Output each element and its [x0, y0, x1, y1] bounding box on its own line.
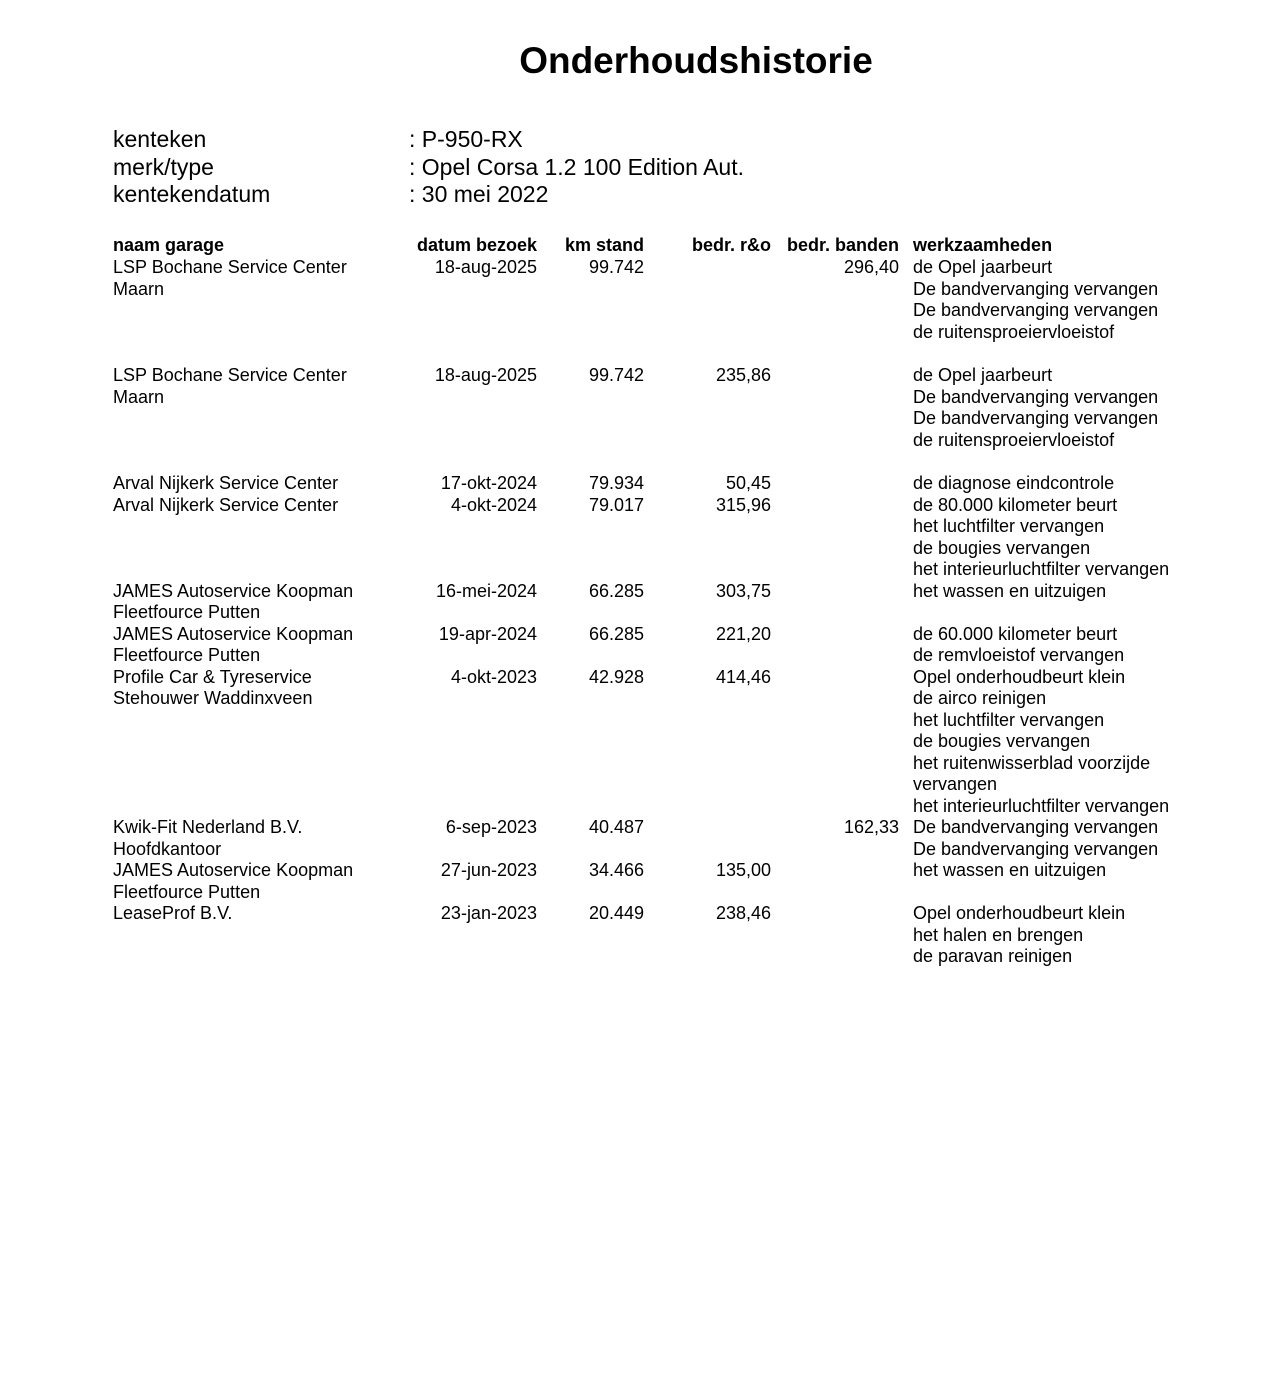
work-item: De bandvervanging vervangen [913, 408, 1159, 428]
table-row [113, 624, 1198, 667]
garage-name-line: Stehouwer Waddinxveen [113, 688, 313, 708]
cell-date: 19-apr-2024 [438, 623, 537, 644]
colon-separator: : [409, 153, 422, 180]
work-item: het wassen en uitzuigen [913, 580, 1107, 601]
table-row [113, 903, 1198, 968]
colon-separator: : [409, 126, 422, 152]
cell-date: 4-okt-2024 [450, 494, 537, 515]
header-tyre-amount: bedr. banden [786, 235, 899, 255]
cell-tyre-amount [771, 581, 899, 624]
cell-km: 79.017 [588, 494, 644, 515]
cell-work [913, 860, 1198, 903]
cell-ro-amount: 414,46 [715, 666, 771, 687]
vehicle-info-row [113, 181, 744, 209]
vehicle-info-value [409, 126, 523, 154]
work-item: de bougies vervangen [913, 731, 1091, 751]
table-row [113, 860, 1198, 903]
work-item: Opel onderhoudbeurt klein [913, 903, 1126, 923]
garage-name-line: Arval Nijkerk Service Center [113, 473, 339, 493]
work-item: het wassen en uitzuigen [913, 860, 1107, 880]
cell-garage [113, 860, 410, 903]
cell-work [913, 257, 1198, 343]
cell-date: 17-okt-2024 [440, 473, 537, 493]
cell-work [913, 624, 1198, 667]
work-item: de ruitensproeiervloeistof [913, 429, 1115, 450]
cell-date: 16-mei-2024 [435, 580, 537, 601]
work-item: de paravan reinigen [913, 946, 1073, 966]
cell-tyre-amount: 296,40 [843, 257, 899, 277]
cell-work [913, 903, 1198, 968]
cell-tyre-amount [771, 473, 899, 495]
work-item: de bougies vervangen [913, 537, 1091, 558]
cell-ro-amount: 315,96 [715, 494, 771, 515]
garage-name-line: LSP Bochane Service Center [113, 257, 347, 277]
cell-garage [113, 581, 410, 624]
work-item: De bandvervanging vervangen [913, 300, 1159, 320]
vehicle-info-row [113, 126, 744, 154]
cell-work [913, 473, 1198, 495]
work-item: De bandvervanging vervangen [913, 817, 1159, 837]
vehicle-info-label: merk/type [113, 153, 214, 180]
cell-garage [113, 365, 410, 451]
header-ro-amount: bedr. r&o [691, 235, 771, 255]
vehicle-info-row [113, 154, 744, 182]
cell-work [913, 495, 1198, 581]
cell-garage [113, 257, 410, 343]
cell-km: 34.466 [588, 860, 644, 880]
garage-name-line: Fleetfource Putten [113, 602, 261, 622]
work-item: De bandvervanging vervangen [913, 838, 1159, 859]
garage-name-line: JAMES Autoservice Koopman [113, 623, 354, 644]
cell-km: 66.285 [588, 580, 644, 601]
table-row [113, 495, 1198, 581]
cell-date: 4-okt-2023 [450, 666, 537, 687]
cell-garage [113, 495, 410, 581]
garage-name-line: Kwik-Fit Nederland B.V. [113, 817, 303, 837]
maintenance-table [113, 235, 1198, 968]
work-item: De bandvervanging vervangen [913, 278, 1159, 299]
garage-name-line: LeaseProf B.V. [113, 903, 233, 923]
cell-km: 79.934 [588, 473, 644, 493]
garage-name-line: JAMES Autoservice Koopman [113, 860, 354, 880]
table-row [113, 365, 1198, 451]
vehicle-info-value-text: Opel Corsa 1.2 100 Edition Aut. [421, 153, 744, 180]
work-item: De bandvervanging vervangen [913, 386, 1159, 407]
cell-ro-amount [644, 817, 771, 860]
garage-name-line: JAMES Autoservice Koopman [113, 580, 354, 601]
cell-garage [113, 667, 410, 818]
cell-garage [113, 903, 410, 968]
table-body [113, 257, 1198, 968]
garage-name-line: Fleetfource Putten [113, 645, 261, 665]
cell-work [913, 581, 1198, 624]
cell-date: 18-aug-2025 [434, 365, 537, 385]
garage-name-line: Profile Car & Tyreservice [113, 666, 312, 687]
work-item: het interieurluchtfilter vervangen [913, 559, 1170, 579]
work-item: het halen en brengen [913, 924, 1084, 945]
cell-ro-amount: 303,75 [715, 580, 771, 601]
header-garage: naam garage [113, 235, 225, 255]
table-row [113, 581, 1198, 624]
table-row [113, 667, 1198, 818]
vehicle-info-value [409, 181, 548, 209]
cell-tyre-amount [771, 667, 899, 818]
vehicle-info [113, 126, 744, 209]
work-item: het luchtfilter vervangen [913, 709, 1105, 730]
cell-work [913, 667, 1198, 818]
table-row [113, 817, 1198, 860]
vehicle-info-value-text: P-950-RX [421, 126, 523, 152]
cell-ro-amount [644, 257, 771, 343]
work-item: vervangen [913, 774, 998, 794]
work-item: de remvloeistof vervangen [913, 645, 1125, 665]
vehicle-info-value [409, 154, 744, 182]
table-row [113, 257, 1198, 343]
garage-name-line: Maarn [113, 386, 165, 407]
work-item: de ruitensproeiervloeistof [913, 321, 1115, 342]
header-km: km stand [564, 235, 644, 255]
work-item: de airco reinigen [913, 688, 1047, 708]
work-item: het luchtfilter vervangen [913, 516, 1105, 536]
table-header [113, 235, 1198, 257]
header-date: datum bezoek [416, 235, 537, 255]
cell-tyre-amount [771, 624, 899, 667]
cell-ro-amount: 50,45 [725, 473, 771, 493]
cell-garage [113, 473, 410, 495]
garage-name-line: Maarn [113, 278, 165, 299]
table-row [113, 473, 1198, 495]
cell-work [913, 817, 1198, 860]
cell-km: 20.449 [588, 903, 644, 923]
work-item: het interieurluchtfilter vervangen [913, 795, 1170, 816]
vehicle-info-value-text: 30 mei 2022 [421, 181, 549, 207]
row-spacer [113, 343, 1198, 365]
cell-tyre-amount [771, 860, 899, 903]
work-item: de Opel jaarbeurt [913, 257, 1053, 277]
cell-date: 27-jun-2023 [440, 860, 537, 880]
vehicle-info-label: kentekendatum [113, 181, 271, 207]
cell-work [913, 365, 1198, 451]
cell-tyre-amount: 162,33 [843, 817, 899, 837]
cell-ro-amount: 235,86 [715, 365, 771, 385]
garage-name-line: Arval Nijkerk Service Center [113, 494, 339, 515]
cell-garage [113, 624, 410, 667]
garage-name-line: Hoofdkantoor [113, 838, 222, 859]
work-item: de Opel jaarbeurt [913, 365, 1053, 385]
vehicle-info-label: kenteken [113, 126, 207, 152]
garage-name-line: Fleetfource Putten [113, 881, 261, 902]
row-spacer [113, 451, 1198, 473]
cell-km: 40.487 [588, 817, 644, 837]
cell-km: 99.742 [588, 365, 644, 385]
work-item: Opel onderhoudbeurt klein [913, 666, 1126, 687]
cell-date: 23-jan-2023 [440, 903, 537, 923]
cell-garage [113, 817, 410, 860]
cell-tyre-amount [771, 903, 899, 968]
cell-ro-amount: 238,46 [715, 903, 771, 923]
work-item: de 80.000 kilometer beurt [913, 494, 1118, 515]
cell-km: 66.285 [588, 623, 644, 644]
page-title: Onderhoudshistorie [519, 40, 873, 81]
cell-date: 6-sep-2023 [445, 817, 537, 837]
garage-name-line: LSP Bochane Service Center [113, 365, 347, 385]
cell-ro-amount: 135,00 [715, 860, 771, 880]
cell-tyre-amount [771, 495, 899, 581]
cell-date: 18-aug-2025 [434, 257, 537, 277]
cell-tyre-amount [771, 365, 899, 451]
work-item: de diagnose eindcontrole [913, 473, 1115, 493]
header-work: werkzaamheden [913, 235, 1053, 255]
work-item: het ruitenwisserblad voorzijde [913, 752, 1151, 773]
cell-ro-amount: 221,20 [715, 623, 771, 644]
work-item: de 60.000 kilometer beurt [913, 623, 1118, 644]
cell-km: 42.928 [588, 666, 644, 687]
colon-separator: : [409, 181, 422, 207]
cell-km: 99.742 [588, 257, 644, 277]
